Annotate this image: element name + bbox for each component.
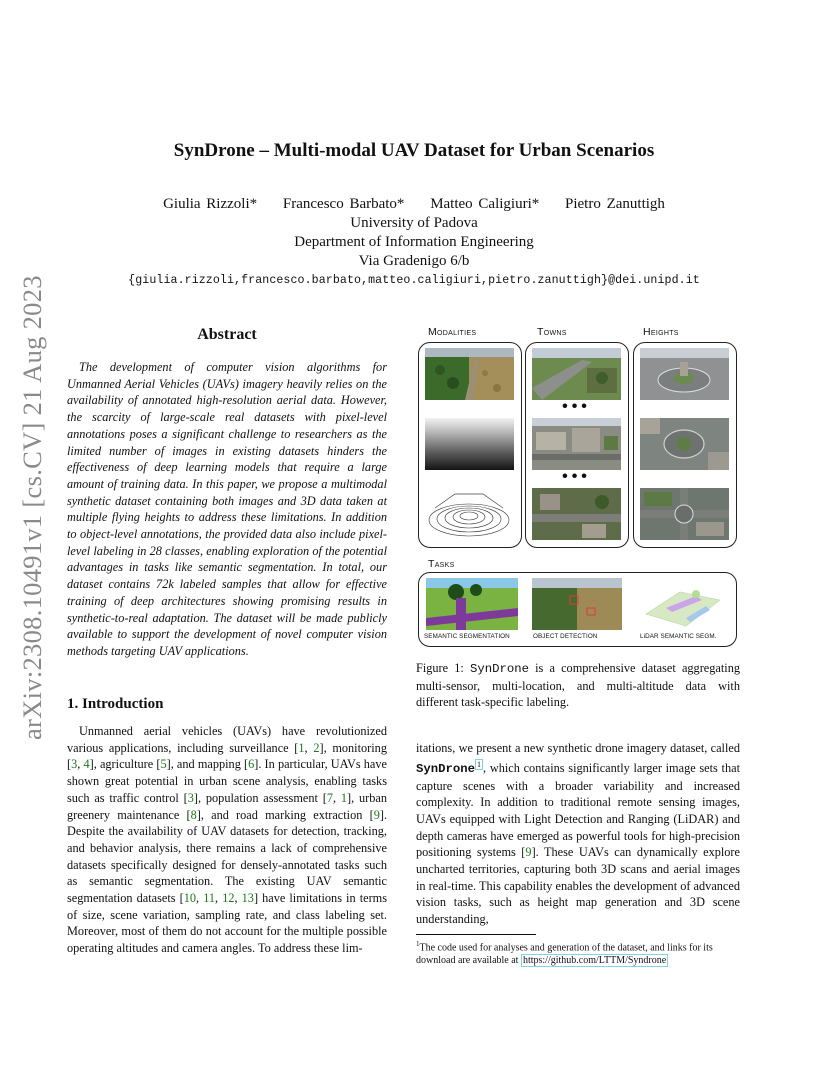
label-towns: Towns <box>537 326 567 338</box>
label-modalities: Modalities <box>428 326 477 338</box>
rgb-image-thumbnail <box>425 348 514 400</box>
height-thumbnail <box>640 488 729 540</box>
citation-link[interactable]: 5 <box>160 757 167 772</box>
citation-link[interactable]: 1 <box>298 740 305 755</box>
task-caption-object-detection: OBJECT DETECTION <box>533 633 598 640</box>
citation-link[interactable]: 11 <box>203 891 216 906</box>
abstract-text: The development of computer vision algorithms for Unmanned Aerial Vehicles (UAVs) imagery heavily relies on the availability of annotated high-resolution aerial data. However, the scarcity of large-scale real datasets with pixel-level annotations poses a significant challenge to researchers as the limited number of images in existing datasets hinders the effectiveness of deep learning models that require a large amount of training data. In this paper, we propose a multimodal synthetic dataset containing both images and 3D data taken at multiple flying heights to address these limitations. In addition to object-level annotations, the provided data also include pixel-level labeling in 28 classes, enabling exploration of the potential advantages in tasks like semantic segmentation. In total, our dataset contains 72k labeled samples that allow for effective training of deep architectures showing promising results in synthetic-to-real adaptation. The dataset will be made publicly available to support the development of novel computer vision methods targeting UAV applications. <box>67 360 387 658</box>
citation-link[interactable]: 12 <box>222 891 235 906</box>
citation-link[interactable]: 6 <box>248 757 255 772</box>
more-towns-ellipsis: ••• <box>562 468 591 485</box>
author-emails: {giulia.rizzoli,francesco.barbato,matteo.caligiuri,pietro.zanuttigh}@dei.unipd.it <box>128 274 700 287</box>
depth-image-thumbnail <box>425 418 514 470</box>
author-4: Pietro Zanuttigh <box>565 196 665 212</box>
citation-link[interactable]: 10 <box>183 891 197 906</box>
citation-link[interactable]: 7 <box>326 790 333 805</box>
citation-link[interactable]: 8 <box>190 807 197 822</box>
town-thumbnail <box>532 488 621 540</box>
github-link[interactable]: https://github.com/LTTM/Syndrone <box>522 955 667 967</box>
town-thumbnail <box>532 348 621 400</box>
footnote: $^1$The code used for analyses and generation of the dataset, and links for its download are available at https://github.com/LTTM/Syndrone <box>416 940 713 967</box>
right-column-paragraph: itations, we present a new synthetic drone imagery dataset, called SynDrone $^1$ , which contains significantly larger image sets that capture scenes with a broader variability and increased complexity. In addition to traditional remote sensing images, UAVs equipped with Light Detection and Ranging (LiDAR) and depth cameras have emerged as powerful tools for high-precision positioning systems [9]. These UAVs can dynamically explore uncharted territories, capturing both 3D scans and aerial images in real-time. This capability enables the development of advanced vision tasks, such as height map generation and 3D scene understanding, <box>416 741 740 927</box>
section-heading-introduction: 1. Introduction <box>67 696 164 712</box>
figure-caption: Figure 1: SynDrone is a comprehensive dataset aggregating multi-sensor, multi-location, and multi-altitude data with different task-specific labeling. <box>416 661 740 710</box>
object-detection-thumbnail <box>532 578 622 630</box>
lidar-segmentation-thumbnail <box>636 578 728 630</box>
abstract-heading: Abstract <box>197 326 257 343</box>
citation-link[interactable]: 9 <box>525 845 532 860</box>
citation-link[interactable]: 1 <box>340 790 348 805</box>
citation-link[interactable]: 4 <box>83 757 90 772</box>
author-3: Matteo Caligiuri* <box>430 196 540 212</box>
dataset-name: SynDrone <box>416 761 476 776</box>
affiliation-address: Via Gradenigo 6/b <box>358 253 470 269</box>
height-thumbnail <box>640 348 729 400</box>
author-1: Giulia Rizzoli* <box>163 196 258 212</box>
citation-link[interactable]: 9 <box>373 807 380 822</box>
author-2: Francesco Barbato* <box>282 196 405 212</box>
footnote-link[interactable]: 1 <box>477 759 482 769</box>
author-list <box>0 196 828 213</box>
more-towns-ellipsis: ••• <box>562 398 591 415</box>
intro-paragraph: Unmanned aerial vehicles (UAVs) have revolutionized various applications, including surveillance [1, 2], monitoring [3, 4], agriculture [5], and mapping [6]. In particular, UAVs have shown great potential in urban scene analysis, enabling tasks such as traffic control [3], population assessment [7, 1], urban greenery maintenance [8], and road marking extraction [9]. Despite the availability of UAV datasets for detection, tracking, and behavior analysis, there remains a lack of comprehensive datasets specifically designed for densely-annotated tasks such as semantic segmentation. The existing UAV semantic segmentation datasets [10, 11, 12, 13] have limitations in terms of size, scene variation, sampling rate, and class labeling set. Moreover, most of them do not account for the multiple possible operating altitudes and camera angles. To address these lim- <box>67 724 388 956</box>
height-thumbnail <box>640 418 729 470</box>
task-caption-semantic-segmentation: SEMANTIC SEGMENTATION <box>424 633 510 640</box>
paper-title: SynDrone – Multi-modal UAV Dataset for Urban Scenarios <box>173 140 655 161</box>
task-caption-lidar-segmentation: LiDAR SEMANTIC SEGM. <box>640 633 717 640</box>
town-thumbnail <box>532 418 621 470</box>
semantic-segmentation-thumbnail <box>426 578 518 630</box>
citation-link[interactable]: 2 <box>313 740 320 755</box>
footnote-rule <box>416 934 536 935</box>
lidar-pointcloud-thumbnail <box>425 486 514 540</box>
label-heights: Heights <box>643 326 679 338</box>
citation-link[interactable]: 13 <box>241 891 254 906</box>
arxiv-stamp: arXiv:2308.10491v1 [cs.CV] 21 Aug 2023 <box>17 275 47 740</box>
label-tasks: Tasks <box>428 558 455 570</box>
citation-link[interactable]: 3 <box>187 790 194 805</box>
affiliation-department: Department of Information Engineering <box>294 234 534 250</box>
affiliation-university: University of Padova <box>350 215 478 231</box>
citation-link[interactable]: 3 <box>71 757 78 772</box>
